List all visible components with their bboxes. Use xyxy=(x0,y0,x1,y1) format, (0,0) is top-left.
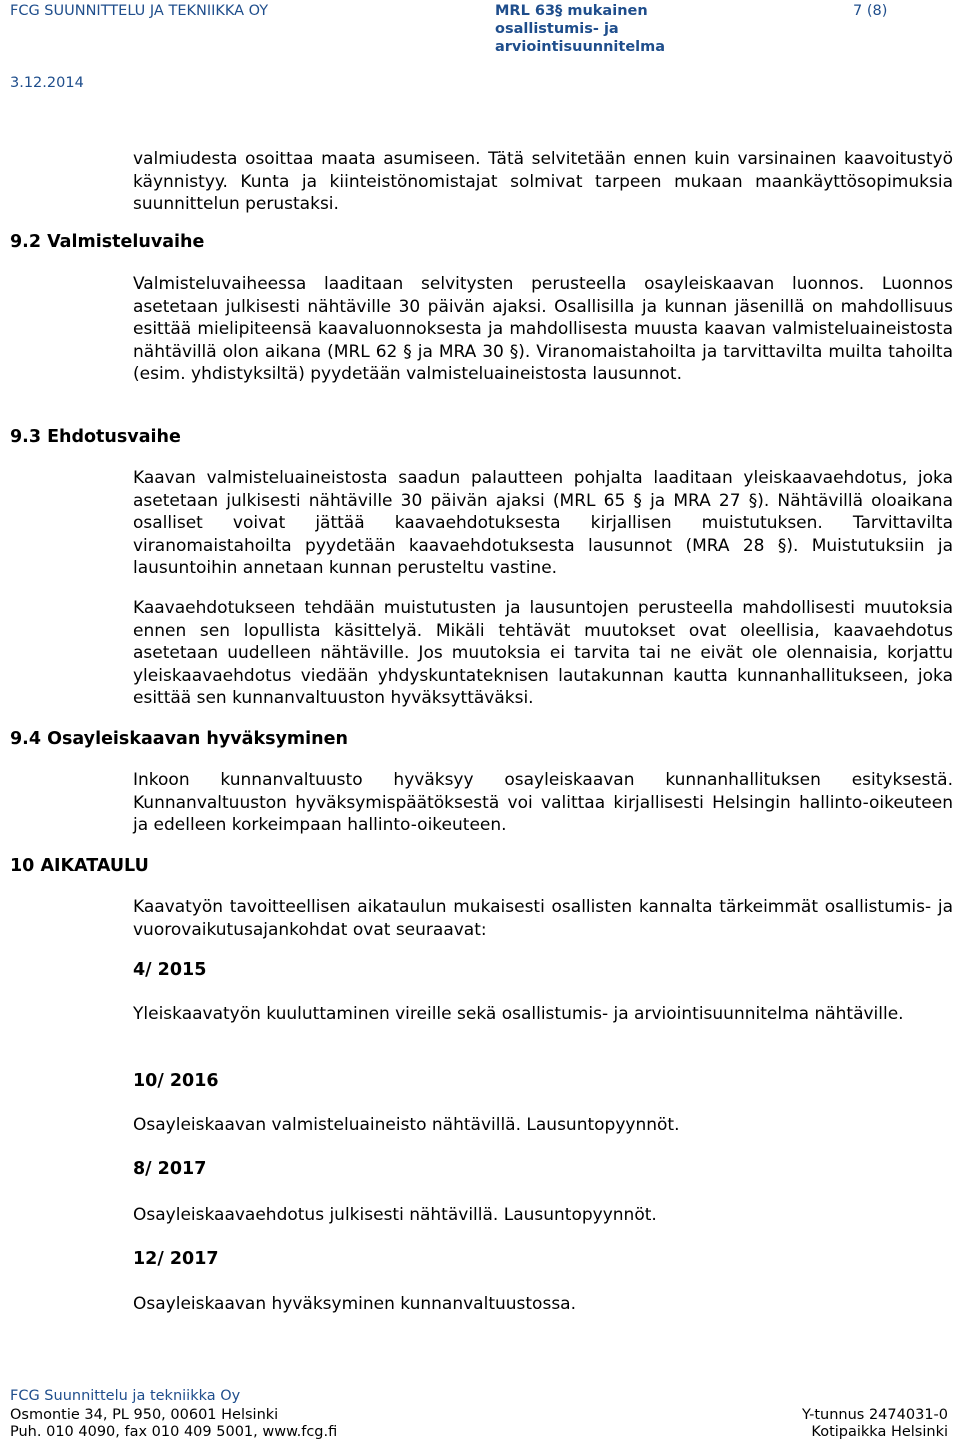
footer-address: Osmontie 34, PL 950, 00601 Helsinki xyxy=(10,1407,279,1423)
milestone-date: 8/ 2017 xyxy=(133,1159,207,1179)
footer-business-id: Y-tunnus 2474031-0 xyxy=(801,1407,948,1423)
section-heading-10: 10 AIKATAULU xyxy=(10,856,149,876)
milestone-text: Osayleiskaavaehdotus julkisesti nähtävillä. Lausuntopyynnöt. xyxy=(133,1205,657,1225)
section-heading-9-3: 9.3 Ehdotusvaihe xyxy=(10,427,181,447)
schedule-intro: Kaavatyön tavoitteellisen aikataulun mukaisesti osallisten kannalta tärkeimmät osallistumis- ja vuorovaikutusajankohdat ovat seuraavat: xyxy=(133,897,953,940)
intro-paragraph: valmiudesta osoittaa maata asumiseen. Tätä selvitetään ennen kuin varsinainen kaavoitustyö käynnistyy. Kunta ja kiinteistönomistajat solmivat tarpeen mukaan maankäyttösopimuksia suunnittelun perustaksi. xyxy=(133,149,953,214)
footer-contact: Puh. 010 4090, fax 010 409 5001, www.fcg.fi xyxy=(10,1424,338,1440)
milestone-date: 4/ 2015 xyxy=(133,960,207,980)
section-9-3-paragraph-2: Kaavaehdotukseen tehdään muistutusten ja lausuntojen perusteella mahdollisesti muutoksia ennen sen lopullista käsittelyä. Mikäli tehtävät muutokset ovat oleellisia, kaavaehdotus asetetaan uudelleen nähtäville. Jos muutoksia ei tarvita tai ne eivät ole olennaisia, korjattu yleiskaavaehdotus viedään yhdyskuntateknisen lautakunnan kautta kunnanhallitukseen, joka esittää sen kunnanvaltuuston hyväksyttäväksi. xyxy=(133,598,953,708)
section-heading-9-2: 9.2 Valmisteluvaihe xyxy=(10,232,205,252)
header-doc-line2: osallistumis- ja xyxy=(495,21,619,37)
milestone-text: Yleiskaavatyön kuuluttaminen vireille sekä osallistumis- ja arviointisuunnitelma nähtäville. xyxy=(133,1004,904,1024)
header-date: 3.12.2014 xyxy=(10,75,84,91)
milestone-date: 12/ 2017 xyxy=(133,1249,219,1269)
section-heading-9-4: 9.4 Osayleiskaavan hyväksyminen xyxy=(10,729,348,749)
section-9-2-paragraph: Valmisteluvaiheessa laaditaan selvitysten perusteella osayleiskaavan luonnos. Luonnos asetetaan julkisesti nähtäville 30 päivän ajaksi. Osallisilla ja kunnan jäsenillä on mahdollisuus esittää mielipiteensä kaavaluonnoksesta ja mahdollisesta muusta kaavan valmisteluaineistosta nähtävillä olon aikana (MRL 62 § ja MRA 30 §). Viranomaistahoilta ja tarvittavilta muilta tahoilta (esim. yhdistyksiltä) pyydetään valmisteluaineistosta lausunnot. xyxy=(133,274,953,384)
section-9-3-paragraph-1: Kaavan valmisteluaineistosta saadun palautteen pohjalta laaditaan yleiskaavaehdotus, joka asetetaan julkisesti nähtäville 30 päivän ajaksi (MRL 65 § ja MRA 27 §). Nähtävillä oloaikana osalliset voivat jättää kaavaehdotuksesta kirjallisen muistutuksen. Tarvittavilta viranomaistahoilta pyydetään kaavaehdotuksesta lausunnot (MRA 28 §). Muistutuksiin ja lausuntoihin annetaan kunnan perusteltu vastine. xyxy=(133,468,953,578)
header-page-number: 7 (8) xyxy=(853,3,888,19)
milestone-text: Osayleiskaavan hyväksyminen kunnanvaltuustossa. xyxy=(133,1294,576,1314)
header-company: FCG SUUNNITTELU JA TEKNIIKKA OY xyxy=(10,3,269,19)
milestone-text: Osayleiskaavan valmisteluaineisto nähtävillä. Lausuntopyynnöt. xyxy=(133,1115,680,1135)
footer-domicile: Kotipaikka Helsinki xyxy=(811,1424,948,1440)
header-doc-line1: MRL 63§ mukainen xyxy=(495,3,648,19)
milestone-date: 10/ 2016 xyxy=(133,1071,219,1091)
footer-company: FCG Suunnittelu ja tekniikka Oy xyxy=(10,1388,241,1404)
section-9-4-paragraph: Inkoon kunnanvaltuusto hyväksyy osayleiskaavan kunnanhallituksen esityksestä. Kunnanvaltuuston hyväksymispäätöksestä voi valittaa kirjallisesti Helsingin hallinto-oikeuteen ja edelleen korkeimpaan hallinto-oikeuteen. xyxy=(133,770,953,835)
header-doc-line3: arviointisuunnitelma xyxy=(495,39,666,55)
